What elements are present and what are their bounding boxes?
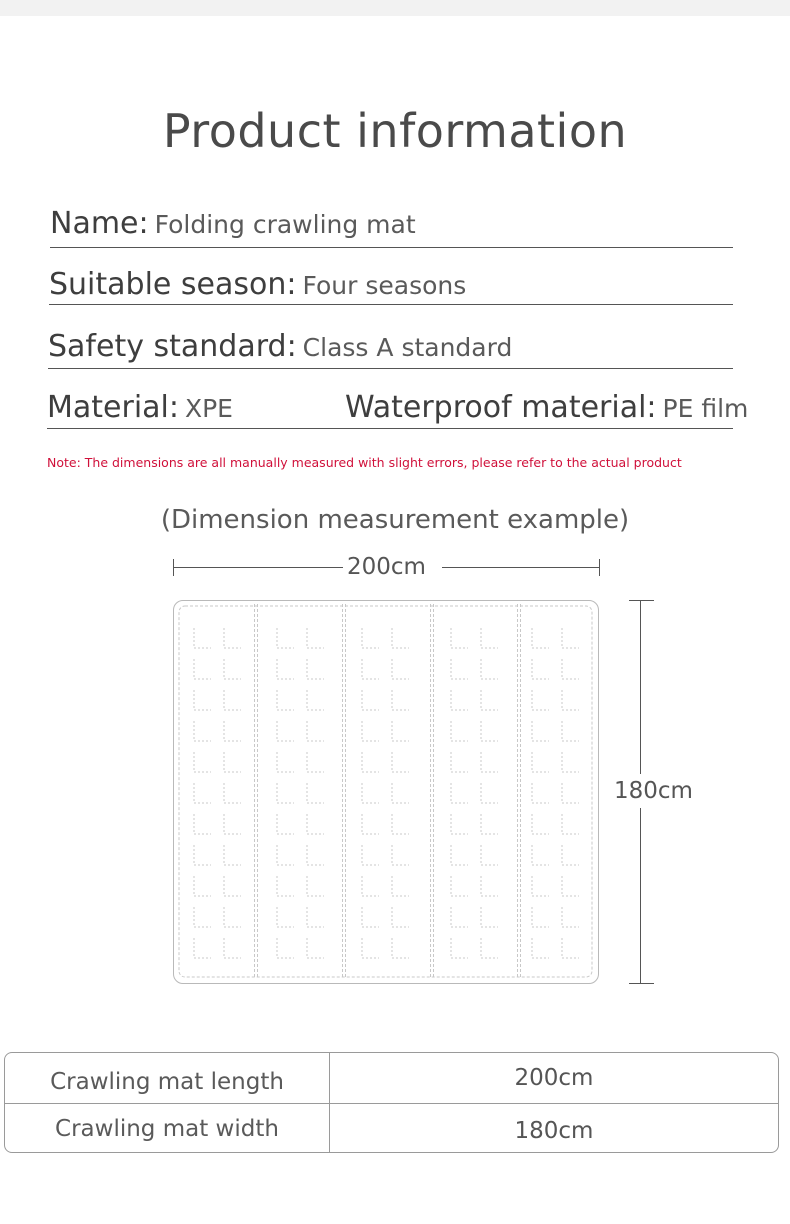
stitch-motif bbox=[562, 628, 579, 648]
stitch-motif bbox=[392, 845, 409, 865]
stitch-motif bbox=[224, 938, 241, 958]
stitch-motif bbox=[194, 721, 211, 741]
stitch-motif bbox=[562, 752, 579, 772]
mat-inner-stitch bbox=[179, 606, 592, 977]
height-dimension bbox=[600, 600, 720, 985]
stitch-motif bbox=[277, 814, 294, 834]
stitch-motif bbox=[481, 752, 498, 772]
stitch-motif bbox=[451, 938, 468, 958]
stitch-motif bbox=[224, 659, 241, 679]
spec-label: Crawling mat length bbox=[50, 1069, 284, 1095]
name-label: Name: bbox=[50, 206, 149, 241]
stitch-motif bbox=[194, 814, 211, 834]
stitch-motif bbox=[307, 783, 324, 803]
info-row-safety bbox=[48, 329, 512, 364]
stitch-motif bbox=[451, 659, 468, 679]
width-label: 200cm bbox=[347, 554, 426, 580]
height-label: 180cm bbox=[614, 774, 693, 808]
stitch-motif bbox=[307, 814, 324, 834]
stitch-motif bbox=[307, 690, 324, 710]
stitch-motif bbox=[532, 938, 549, 958]
safety-value: Class A standard bbox=[302, 333, 513, 362]
stitch-motif bbox=[194, 659, 211, 679]
stitch-motif bbox=[562, 783, 579, 803]
stitch-motif bbox=[194, 876, 211, 896]
info-row-season bbox=[49, 267, 466, 302]
stitch-motif bbox=[224, 752, 241, 772]
stitch-motif bbox=[307, 628, 324, 648]
stitch-motif bbox=[532, 845, 549, 865]
stitch-motif bbox=[224, 907, 241, 927]
stitch-motif bbox=[362, 752, 379, 772]
stitch-motif bbox=[562, 659, 579, 679]
stitch-motif bbox=[532, 690, 549, 710]
stitch-motif bbox=[481, 628, 498, 648]
mat-pattern bbox=[174, 601, 597, 982]
stitch-motif bbox=[532, 783, 549, 803]
spec-label: Crawling mat width bbox=[55, 1116, 279, 1142]
name-underline bbox=[50, 247, 733, 248]
waterproof-value: PE film bbox=[662, 394, 749, 423]
width-tick-right bbox=[599, 559, 600, 576]
stitch-motif bbox=[451, 907, 468, 927]
season-underline bbox=[49, 304, 733, 305]
stitch-motif bbox=[562, 938, 579, 958]
stitch-motif bbox=[224, 814, 241, 834]
stitch-motif bbox=[277, 938, 294, 958]
name-value: Folding crawling mat bbox=[154, 210, 416, 239]
page-title: Product information bbox=[162, 104, 628, 158]
stitch-motif bbox=[481, 845, 498, 865]
stitch-motif bbox=[362, 721, 379, 741]
info-row-name bbox=[50, 206, 416, 241]
stitch-motif bbox=[451, 876, 468, 896]
stitch-motif bbox=[307, 659, 324, 679]
stitch-motif bbox=[392, 659, 409, 679]
stitch-motif bbox=[392, 907, 409, 927]
info-row-waterproof bbox=[345, 390, 748, 425]
stitch-motif bbox=[277, 721, 294, 741]
stitch-motif bbox=[562, 814, 579, 834]
stitch-motif bbox=[277, 690, 294, 710]
table-row bbox=[5, 1103, 778, 1153]
safety-label: Safety standard: bbox=[48, 329, 297, 364]
waterproof-label: Waterproof material: bbox=[345, 390, 657, 425]
info-row-material bbox=[47, 390, 233, 425]
diagram-caption: (Dimension measurement example) bbox=[160, 505, 630, 535]
stitch-motif bbox=[194, 690, 211, 710]
stitch-motif bbox=[362, 690, 379, 710]
stitch-motif bbox=[224, 690, 241, 710]
stitch-motif bbox=[392, 690, 409, 710]
width-line-right bbox=[442, 567, 600, 568]
mat-illustration bbox=[173, 600, 599, 984]
spec-value: 180cm bbox=[329, 1104, 778, 1153]
stitch-motif bbox=[307, 845, 324, 865]
stitch-motif bbox=[307, 752, 324, 772]
stitch-motif bbox=[392, 628, 409, 648]
stitch-motif bbox=[362, 907, 379, 927]
stitch-motif bbox=[277, 659, 294, 679]
stitch-motif bbox=[277, 876, 294, 896]
stitch-motif bbox=[532, 628, 549, 648]
stitch-motif bbox=[224, 783, 241, 803]
stitch-motif bbox=[392, 721, 409, 741]
stitch-motif bbox=[224, 721, 241, 741]
stitch-motif bbox=[194, 783, 211, 803]
stitch-motif bbox=[392, 938, 409, 958]
stitch-motif bbox=[481, 659, 498, 679]
stitch-motif bbox=[362, 845, 379, 865]
stitch-motif bbox=[224, 876, 241, 896]
width-dimension bbox=[173, 556, 600, 580]
stitch-motif bbox=[532, 814, 549, 834]
stitch-motif bbox=[277, 628, 294, 648]
stitch-motif bbox=[562, 845, 579, 865]
stitch-motif bbox=[481, 907, 498, 927]
height-cap-top bbox=[629, 600, 654, 601]
stitch-motif bbox=[362, 814, 379, 834]
stitch-motif bbox=[277, 845, 294, 865]
stitch-motif bbox=[362, 659, 379, 679]
stitch-motif bbox=[562, 907, 579, 927]
season-value: Four seasons bbox=[302, 271, 467, 300]
stitch-motif bbox=[562, 690, 579, 710]
material-underline bbox=[47, 428, 733, 429]
top-strip bbox=[0, 0, 790, 16]
stitch-motif bbox=[451, 721, 468, 741]
stitch-motif bbox=[481, 814, 498, 834]
stitch-motif bbox=[194, 845, 211, 865]
stitch-motif bbox=[194, 628, 211, 648]
stitch-motif bbox=[224, 845, 241, 865]
safety-underline bbox=[48, 368, 733, 369]
height-cap-bottom bbox=[629, 983, 654, 984]
stitch-motif bbox=[307, 938, 324, 958]
spec-table bbox=[4, 1052, 779, 1153]
season-label: Suitable season: bbox=[49, 267, 297, 302]
stitch-motif bbox=[451, 783, 468, 803]
stitch-motif bbox=[307, 721, 324, 741]
stitch-motif bbox=[481, 783, 498, 803]
stitch-motif bbox=[362, 783, 379, 803]
stitch-motif bbox=[392, 876, 409, 896]
stitch-motif bbox=[562, 876, 579, 896]
stitch-motif bbox=[532, 876, 549, 896]
stitch-motif bbox=[224, 628, 241, 648]
stitch-motif bbox=[194, 752, 211, 772]
stitch-motif bbox=[307, 876, 324, 896]
stitch-motif bbox=[362, 628, 379, 648]
stitch-motif bbox=[362, 876, 379, 896]
stitch-motif bbox=[481, 876, 498, 896]
stitch-motif bbox=[392, 783, 409, 803]
material-label: Material: bbox=[47, 390, 179, 425]
stitch-motif bbox=[532, 721, 549, 741]
stitch-motif bbox=[481, 938, 498, 958]
stitch-motif bbox=[481, 690, 498, 710]
stitch-motif bbox=[392, 814, 409, 834]
stitch-motif bbox=[532, 659, 549, 679]
stitch-motif bbox=[362, 938, 379, 958]
stitch-motif bbox=[277, 783, 294, 803]
table-row bbox=[5, 1053, 778, 1103]
stitch-motif bbox=[451, 690, 468, 710]
stitch-motif bbox=[532, 752, 549, 772]
stitch-motif bbox=[194, 907, 211, 927]
stitch-motif bbox=[451, 845, 468, 865]
stitch-motif bbox=[194, 938, 211, 958]
stitch-motif bbox=[451, 628, 468, 648]
stitch-motif bbox=[481, 721, 498, 741]
stitch-motif bbox=[451, 814, 468, 834]
stitch-motif bbox=[532, 907, 549, 927]
stitch-motif bbox=[562, 721, 579, 741]
spec-value: 200cm bbox=[329, 1053, 778, 1103]
measurement-note: Note: The dimensions are all manually measured with slight errors, please refer to the actual product bbox=[47, 455, 682, 470]
stitch-motif bbox=[277, 907, 294, 927]
stitch-motif bbox=[307, 907, 324, 927]
stitch-motif bbox=[451, 752, 468, 772]
material-value: XPE bbox=[184, 394, 233, 423]
stitch-motif bbox=[392, 752, 409, 772]
stitch-motif bbox=[277, 752, 294, 772]
